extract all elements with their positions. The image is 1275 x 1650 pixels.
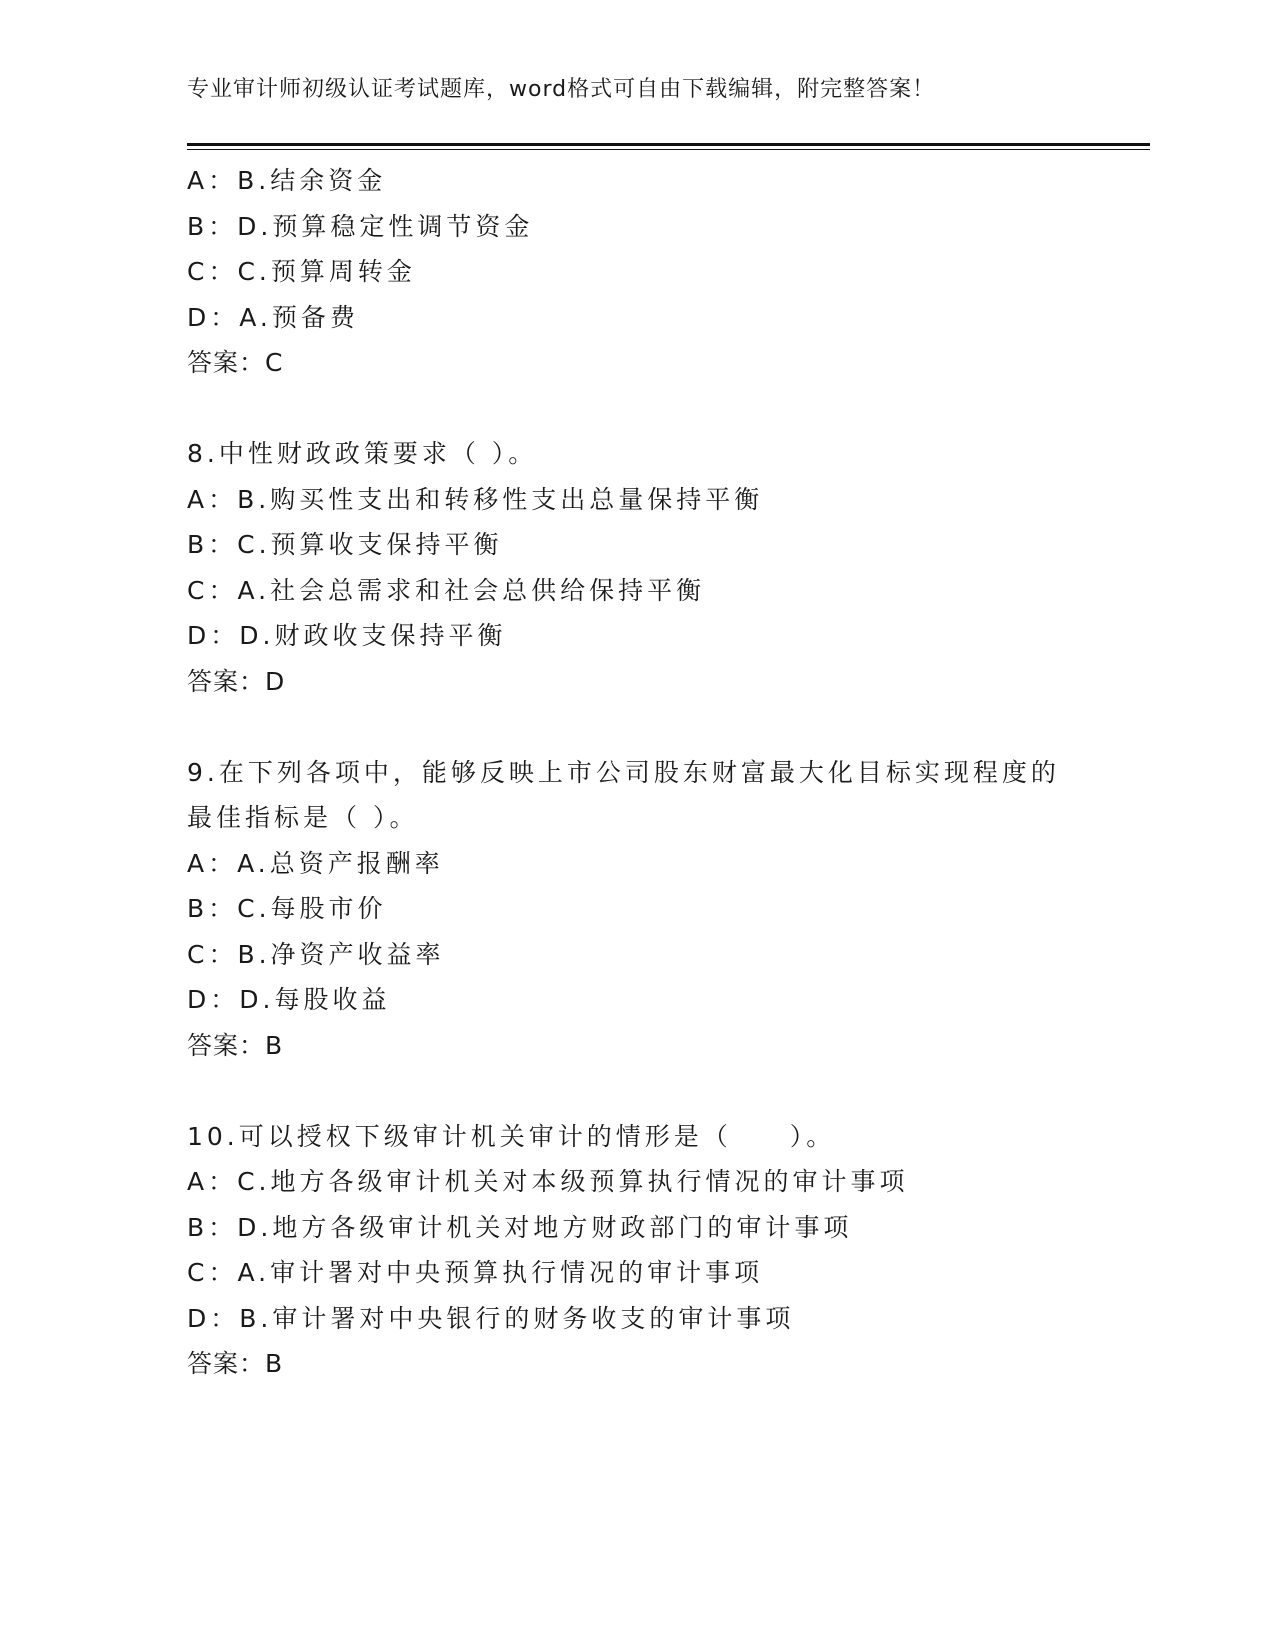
question-text: 8.中性财政政策要求（ ）。	[187, 439, 538, 468]
header-divider	[187, 143, 1150, 150]
question-text-continued: 最佳指标是（ ）。	[187, 803, 419, 832]
spacer	[187, 704, 1150, 750]
option-d: D：D.财政收支保持平衡	[187, 621, 507, 650]
page-header: 专业审计师初级认证考试题库，word格式可自由下载编辑，附完整答案！	[187, 77, 936, 102]
option-c: C：B.净资产收益率	[187, 939, 445, 969]
question-list	[187, 158, 1150, 1387]
option-b: B：D.预算稳定性调节资金	[187, 211, 534, 241]
option-a: A：A.总资产报酬率	[187, 848, 444, 878]
option-d: D：B.审计署对中央银行的财务收支的审计事项	[187, 1303, 795, 1333]
option-b: B：C.预算收支保持平衡	[187, 530, 503, 559]
question-text: 10.可以授权下级审计机关审计的情形是（ ）。	[187, 1121, 836, 1151]
option-d: D：A.预备费	[187, 302, 359, 332]
option-c: C：A.审计署对中央预算执行情况的审计事项	[187, 1258, 764, 1287]
spacer	[187, 1068, 1150, 1114]
option-a: A：C.地方各级审计机关对本级预算执行情况的审计事项	[187, 1167, 909, 1196]
answer: 答案：D	[187, 666, 286, 696]
question-10	[187, 1114, 1150, 1387]
question-9	[187, 750, 1150, 1069]
option-c: C：A.社会总需求和社会总供给保持平衡	[187, 575, 706, 605]
option-b: B：D.地方各级审计机关对地方财政部门的审计事项	[187, 1212, 853, 1242]
question-text: 9.在下列各项中，能够反映上市公司股东财富最大化目标实现程度的	[187, 757, 1060, 787]
answer: 答案：C	[187, 348, 284, 377]
option-b: B：C.每股市价	[187, 894, 387, 923]
answer: 答案：B	[187, 1349, 284, 1378]
question-8	[187, 431, 1150, 704]
question-7-tail	[187, 158, 1150, 386]
option-c: C：C.预算周转金	[187, 257, 416, 286]
option-a: A：B.结余资金	[187, 166, 387, 195]
option-a: A：B.购买性支出和转移性支出总量保持平衡	[187, 484, 764, 514]
spacer	[187, 386, 1150, 432]
option-d: D：D.每股收益	[187, 985, 391, 1014]
answer: 答案：B	[187, 1030, 284, 1060]
